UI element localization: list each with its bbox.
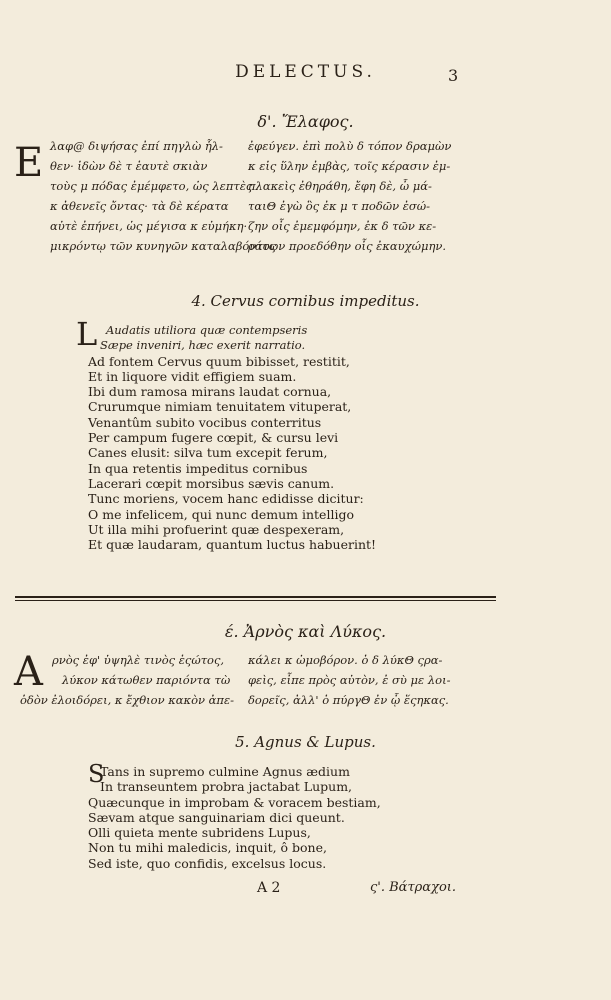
catchword: ς'. Βάτραχοι. [370, 880, 456, 895]
fable4-greek-dropcap: Ε [14, 140, 44, 186]
page-number: 3 [448, 66, 459, 85]
greek-text-line: κ ἀθενεῖς ὄντας· τὰ δὲ κέρατα [50, 199, 229, 213]
latin-verse-line: Lacerari cœpit morsibus sævis canum. [88, 475, 335, 491]
fable4-greek-right-column [248, 136, 451, 256]
fable5-latin-title: 5. Agnus & Lupus. [235, 733, 376, 751]
greek-text-line: ταιΘ ἐγὼ ὃς ἐκ μ τ ποδῶν ἐσώ- [248, 199, 431, 213]
section-divider-thin [15, 600, 496, 601]
greek-text-line: ρνὸς ἐφ' ὑψηλὲ τινὸς ἑςώτος, [52, 653, 225, 667]
fable5-greek-title: έ. Ἀρνὸς καὶ Λύκος. [224, 622, 387, 641]
latin-verse-line: In qua retentis impeditus cornibus [88, 460, 308, 476]
latin-verse-line: Crurumque nimiam tenuitatem vituperat, [88, 399, 352, 415]
greek-text-line: λαφ@ διψήσας ἐπί πηγλὼ ἧλ- [50, 139, 223, 153]
latin-verse-line: Non tu mihi maledicis, inquit, ô bone, [88, 840, 327, 856]
greek-text-line: δορεῖς, ἀλλ' ὁ πύργΘ ἐν ᾧ ἕςηκας. [248, 693, 449, 707]
greek-text-line: θεν· ἰδὼν δὲ τ ἑαυτὲ σκιὰν [50, 159, 208, 173]
latin-verse-line: Quæcunque in improbam & voracem bestiam, [88, 794, 381, 810]
latin-verse-line: In transeuntem probra jactabat Lupum, [100, 779, 353, 795]
fable5-greek-left-column [20, 650, 235, 710]
greek-text-line: αὐτὲ ἐπήνει, ὡς μέγισα κ εὐμήκη· [50, 219, 248, 233]
greek-text-line: κ εἰς ὕλην ἐμβὰς, τοῖς κέρασιν ἐμ- [248, 159, 451, 173]
fable4-greek-title: δ'. Ἔλαφος. [257, 112, 354, 131]
greek-text-line: πλακεὶς ἐθηράθη, ἔφη δὲ, ὦ μά- [248, 179, 432, 193]
latin-verse-line: Sed iste, quo confidis, excelsus locus. [88, 855, 327, 871]
latin-verse-line: Canes elusit: silva tum excepit ferum, [88, 445, 328, 461]
latin-verse-line: Ut illa mihi profuerint quæ despexeram, [88, 521, 345, 537]
latin-verse-line: Audatis utiliora quæ contempseris [106, 323, 308, 337]
latin-verse-line: Et in liquore vidit effigiem suam. [88, 368, 297, 384]
fable5-greek-dropcap: Α [14, 649, 43, 695]
greek-text-line: λύκον κάτωθεν παριόντα τὼ [62, 673, 231, 687]
fable5-greek-right-column [248, 650, 450, 710]
greek-text-line: ἐφεύγεν. ἐπὶ πολὺ δ τόπον δραμὼν [248, 139, 452, 153]
latin-verse-line: Olli quieta mente subridens Lupus, [88, 825, 311, 841]
fable5-latin-initial: S [88, 760, 105, 788]
greek-text-line: μικρόντῳ τῶν κυνηγῶν καταλαβόντος [50, 239, 277, 253]
running-head: DELECTUS. [235, 62, 376, 82]
fable4-greek-left-column [50, 136, 276, 256]
latin-verse-line: Ad fontem Cervus quum bibisset, restitit, [88, 353, 350, 369]
latin-verse-line: Ibi dum ramosa mirans laudat cornua, [88, 384, 332, 400]
latin-verse-line: O me infelicem, qui nunc demum intelligo [88, 506, 354, 522]
latin-verse-line: Venantûm subito vocibus conterritus [88, 414, 322, 430]
section-divider [15, 596, 496, 598]
greek-text-line: ζην οἷς ἐμεμφόμην, ἐκ δ τῶν κε- [248, 219, 437, 233]
fable4-latin-initial: L [76, 315, 98, 353]
fable5-latin-text [88, 760, 381, 871]
greek-text-line: κάλει κ ὠμοβόρον. ὁ δ λύκΘ ςρα- [248, 653, 443, 667]
latin-verse-line: Sæpe inveniri, hæc exerit narratio. [100, 338, 306, 353]
greek-text-line: ράτων προεδόθην οἷς ἐκαυχώμην. [248, 239, 446, 253]
signature-mark: A 2 [257, 880, 281, 896]
greek-text-line: τοὺς μ πόδας ἐμέμφετο, ὡς λεπτὲς [50, 179, 253, 193]
latin-verse-line: Tans in supremo culmine Agnus ædium [100, 764, 350, 779]
latin-verse-line: Et quæ laudaram, quantum luctus habuerint! [88, 537, 377, 553]
latin-verse-line: Per campum fugere cœpit, & cursu levi [88, 430, 339, 446]
greek-text-line: ὁδὸν ἐλοιδόρει, κ ἔχθιον κακὸν ἀπε- [20, 693, 235, 707]
greek-text-line: φεὶς, εἶπε πρὸς αὐτὸν, ἐ σὺ με λοι- [248, 673, 451, 687]
fable4-latin-text [88, 323, 376, 552]
fable4-latin-title: 4. Cervus cornibus impeditus. [191, 292, 420, 310]
latin-verse-line: Tunc moriens, vocem hanc edidisse dicitur: [88, 491, 364, 507]
latin-verse-line: Sævam atque sanguinariam dici queunt. [88, 809, 345, 825]
